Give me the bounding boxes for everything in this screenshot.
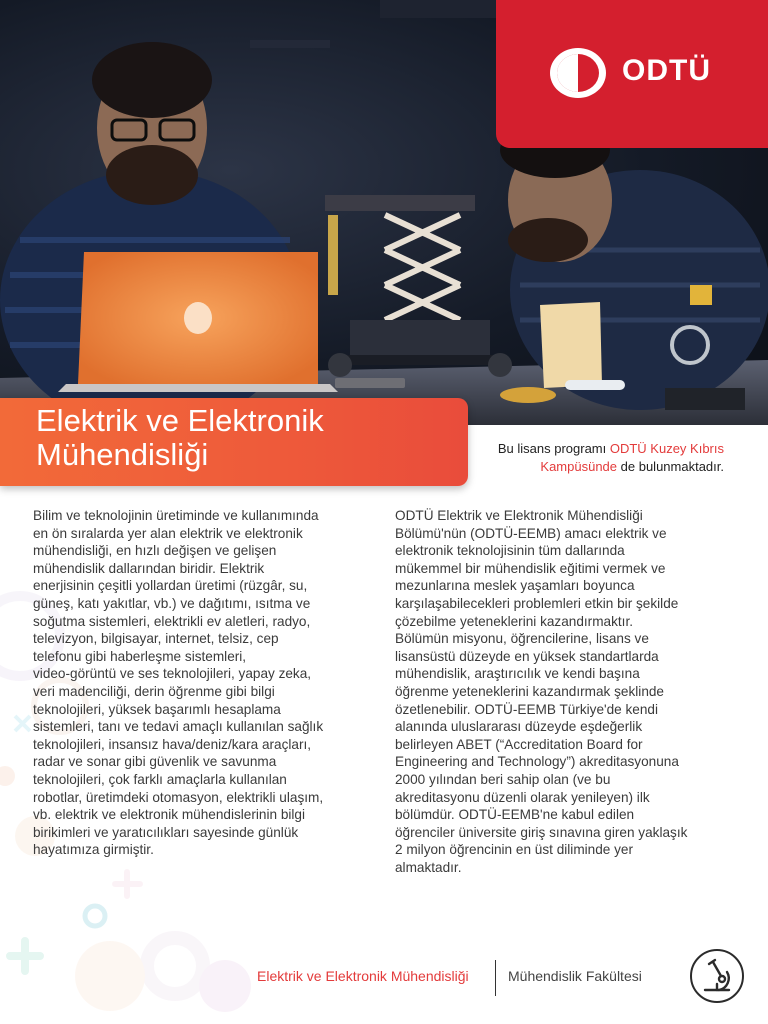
footer-department: Elektrik ve Elektronik Mühendisliği: [257, 968, 469, 984]
text-line: lisansüstü düzeyde en yüksek standartlarda: [395, 648, 659, 664]
text-line: karşılaşabilecekleri problemleri etkin bir şekilde: [395, 595, 679, 611]
program-note-prefix: Bu lisans programı: [497, 441, 610, 456]
text-line: özetlenebilir. ODTÜ-EEMB Türkiye'de kendi: [395, 701, 658, 717]
left-column-text: [33, 507, 378, 859]
text-line: öğrenme yeteneklerini kazandırmak şeklinde: [395, 683, 664, 699]
text-line: mezunlarına meslek yaşamları boyunca: [395, 578, 635, 594]
text-line: çözebilme yeteneklerini kazandırmaktır.: [395, 613, 633, 629]
text-line: en ön sıralarda yer alan elektrik ve elektronik: [33, 525, 303, 541]
text-line: enerjisinin çeşitli yollardan üretimi (rüzgâr, su,: [33, 578, 308, 594]
text-line: teknolojileri, yüksek başarımlı hesaplama: [33, 701, 281, 717]
text-line: akreditasyonu düzenli olarak yenileyen) ilk: [395, 789, 650, 805]
page-title: [36, 404, 324, 472]
text-line: soğutma sistemleri, elektrikli ev aletleri, radyo,: [33, 613, 311, 629]
program-note-suffix: de bulunmaktadır.: [617, 459, 724, 474]
text-line: almaktadır.: [395, 859, 462, 875]
text-line: belirleyen ABET (“Accreditation Board for: [395, 736, 643, 752]
text-line: radar ve sonar gibi güvenlik ve savunma: [33, 754, 277, 770]
text-line: video-görüntü ve ses teknolojileri, yapay zeka,: [33, 666, 312, 682]
text-line: mühendislik dallarından biridir. Elektrik: [33, 560, 265, 576]
footer-divider: [495, 960, 496, 996]
page-title-line-2: Mühendisliği: [36, 437, 209, 472]
text-line: veri madenciliği, derin öğrenme gibi bilgi: [33, 683, 275, 699]
text-line: hayatımıza girmiştir.: [33, 842, 154, 858]
title-banner: [0, 398, 468, 486]
text-line: 2 milyon öğrencinin en üst diliminde yer: [395, 842, 634, 858]
text-line: alanında uluslararası düzeyde eşdeğerlik: [395, 719, 643, 735]
brand-logo-box: [496, 0, 768, 148]
footer-faculty: Mühendislik Fakültesi: [508, 968, 642, 984]
text-line: Bölümün misyonu, öğrencilerine, lisans ve: [395, 631, 649, 647]
text-line: ODTÜ Elektrik ve Elektronik Mühendisliği: [395, 508, 643, 523]
text-line: bölümdür. ODTÜ-EEMB'ne kabul edilen: [395, 807, 635, 823]
microscope-icon: [689, 948, 745, 1004]
right-column-text: [395, 507, 740, 876]
text-line: mühendisliği, en hızlı değişen ve gelişen: [33, 543, 277, 559]
text-line: vb. elektrik ve elektronik mühendislerinin bilgi: [33, 807, 306, 823]
text-line: Bölümü'nün (ODTÜ-EEMB) amacı elektrik ve: [395, 525, 667, 541]
text-line: birikimleri ve yaratıcılıkları sayesinde günlük: [33, 824, 299, 840]
text-line: Engineering and Technology”) akreditasyonuna: [395, 754, 679, 770]
text-line: sistemleri, tanı ve tedavi amaçlı kullanılan sağlık: [33, 719, 324, 735]
text-line: robotlar, üretimdeki otomasyon, elektrikli ulaşım,: [33, 789, 324, 805]
text-line: teknolojileri, çok farklı amaçlarla kullanılan: [33, 771, 287, 787]
text-line: öğrenciler üniversite giriş sınavına giren yaklaşık: [395, 824, 688, 840]
text-line: elektronik teknolojisinin tüm dallarında: [395, 543, 625, 559]
text-line: mühendislik, araştırıcılık ve kendi başına: [395, 666, 640, 682]
text-line: telefonu gibi haberleşme sistemleri,: [33, 648, 247, 664]
text-line: mükemmel bir mühendislik eğitimi vermek ve: [395, 560, 666, 576]
text-line: 2000 yılından beri sahip olan (ve bu: [395, 771, 611, 787]
text-line: Bilim ve teknolojinin üretiminde ve kullanımında: [33, 508, 319, 523]
odtu-logo-mark: [548, 46, 608, 100]
program-note-highlight-1: ODTÜ Kuzey Kıbrıs: [609, 441, 724, 456]
page-title-line-1: Elektrik ve Elektronik: [36, 403, 324, 438]
text-line: teknolojileri, insansız hava/deniz/kara araçları,: [33, 736, 312, 752]
program-note: [424, 440, 724, 476]
brand-name: ODTÜ: [622, 54, 711, 87]
text-line: televizyon, bilgisayar, internet, telsiz, cep: [33, 631, 279, 647]
program-note-highlight-2: Kampüsünde: [540, 459, 618, 474]
text-line: güneş, katı yakıtlar, vb.) ve dağıtımı, ısıtma ve: [33, 595, 311, 611]
